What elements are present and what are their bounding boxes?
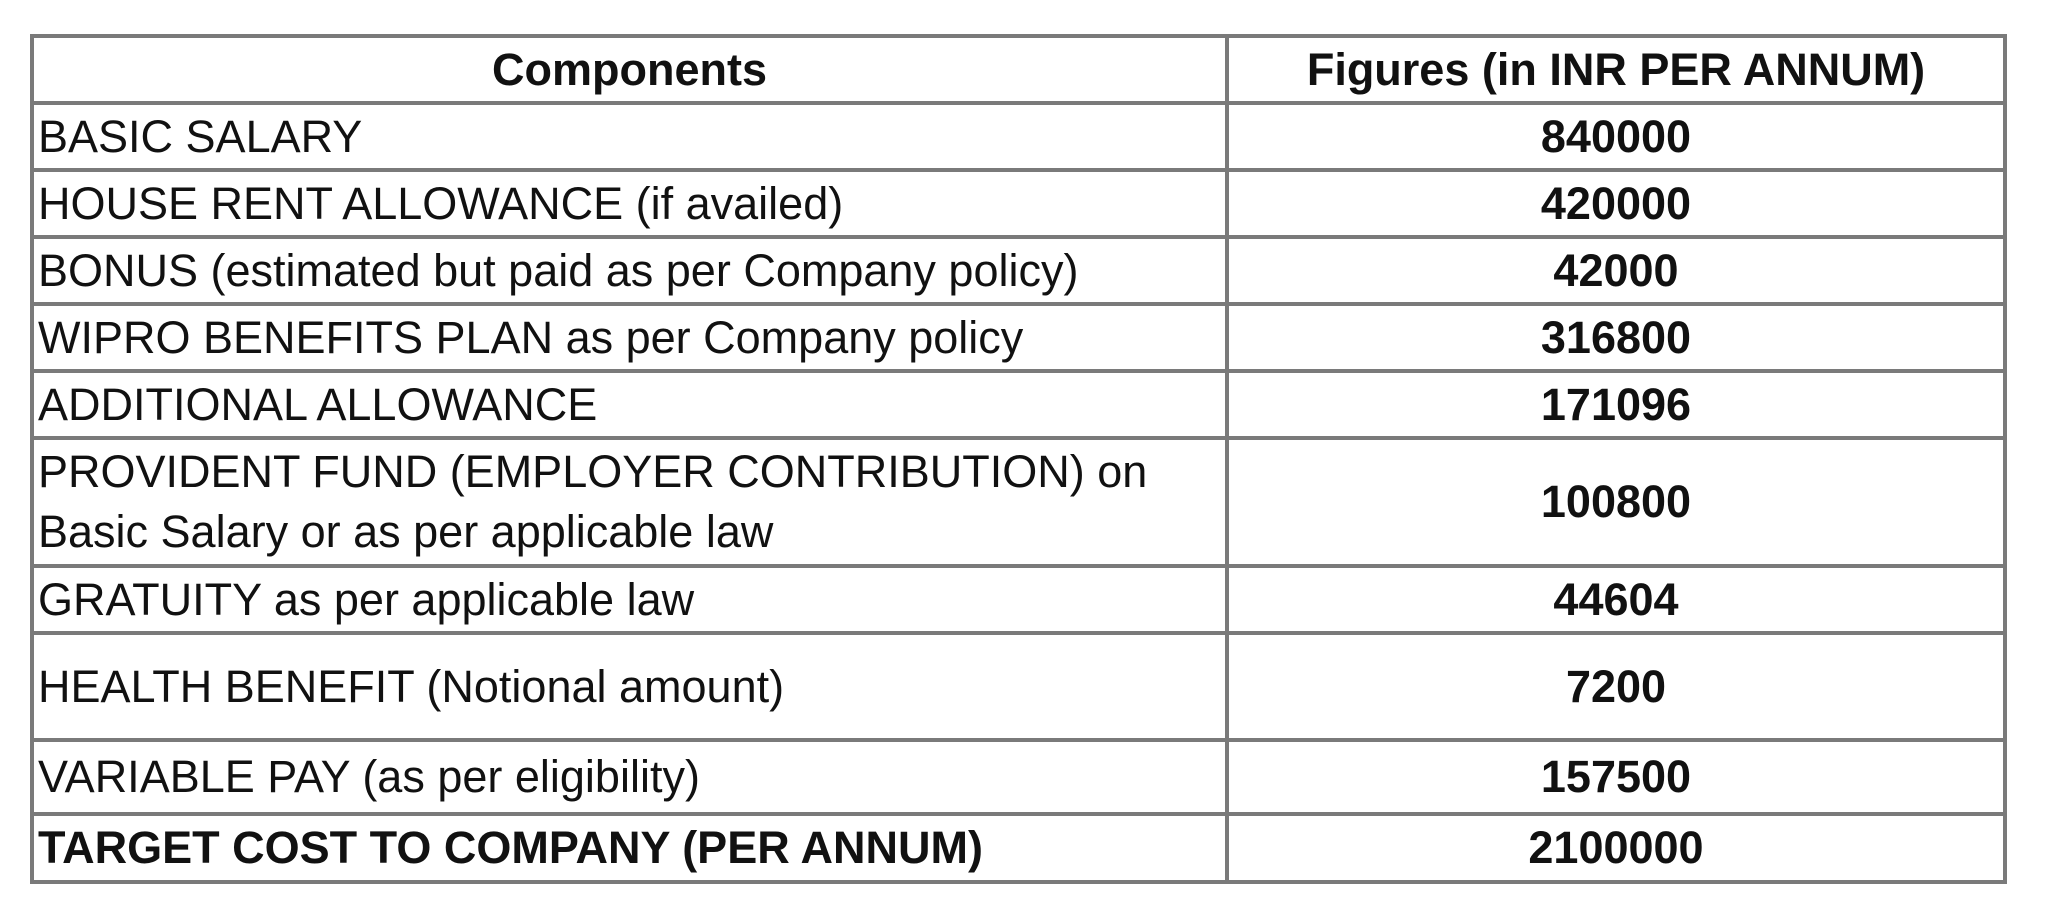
table-row-additional-allowance bbox=[32, 371, 2005, 438]
table-row-basic-salary bbox=[32, 103, 2005, 170]
table-row-target-ctc bbox=[32, 814, 2005, 882]
column-header-components: Components bbox=[32, 36, 1227, 103]
total-value: 2100000 bbox=[1227, 814, 2005, 882]
total-label: TARGET COST TO COMPANY (PER ANNUM) bbox=[32, 814, 1227, 882]
column-header-figures: Figures (in INR PER ANNUM) bbox=[1227, 36, 2005, 103]
figure-value: 840000 bbox=[1227, 103, 2005, 170]
table-row-house-rent-allowance bbox=[32, 170, 2005, 237]
component-label: PROVIDENT FUND (EMPLOYER CONTRIBUTION) on Basic Salary or as per applicable law bbox=[32, 438, 1227, 566]
figure-value: 171096 bbox=[1227, 371, 2005, 438]
component-label: HEALTH BENEFIT (Notional amount) bbox=[32, 633, 1227, 740]
figure-value: 42000 bbox=[1227, 237, 2005, 304]
table-row-bonus bbox=[32, 237, 2005, 304]
figure-value: 157500 bbox=[1227, 740, 2005, 814]
table-row-health-benefit bbox=[32, 633, 2005, 740]
component-label: BASIC SALARY bbox=[32, 103, 1227, 170]
table-row-variable-pay bbox=[32, 740, 2005, 814]
table-row-provident-fund bbox=[32, 438, 2005, 566]
component-label: HOUSE RENT ALLOWANCE (if availed) bbox=[32, 170, 1227, 237]
component-label: GRATUITY as per applicable law bbox=[32, 566, 1227, 633]
compensation-table bbox=[30, 34, 2007, 884]
table-header-row bbox=[32, 36, 2005, 103]
table-row-wipro-benefits-plan bbox=[32, 304, 2005, 371]
figure-value: 316800 bbox=[1227, 304, 2005, 371]
figure-value: 44604 bbox=[1227, 566, 2005, 633]
figure-value: 420000 bbox=[1227, 170, 2005, 237]
component-label: BONUS (estimated but paid as per Company policy) bbox=[32, 237, 1227, 304]
table-row-gratuity bbox=[32, 566, 2005, 633]
figure-value: 7200 bbox=[1227, 633, 2005, 740]
component-label: ADDITIONAL ALLOWANCE bbox=[32, 371, 1227, 438]
component-label: VARIABLE PAY (as per eligibility) bbox=[32, 740, 1227, 814]
figure-value: 100800 bbox=[1227, 438, 2005, 566]
component-label: WIPRO BENEFITS PLAN as per Company policy bbox=[32, 304, 1227, 371]
